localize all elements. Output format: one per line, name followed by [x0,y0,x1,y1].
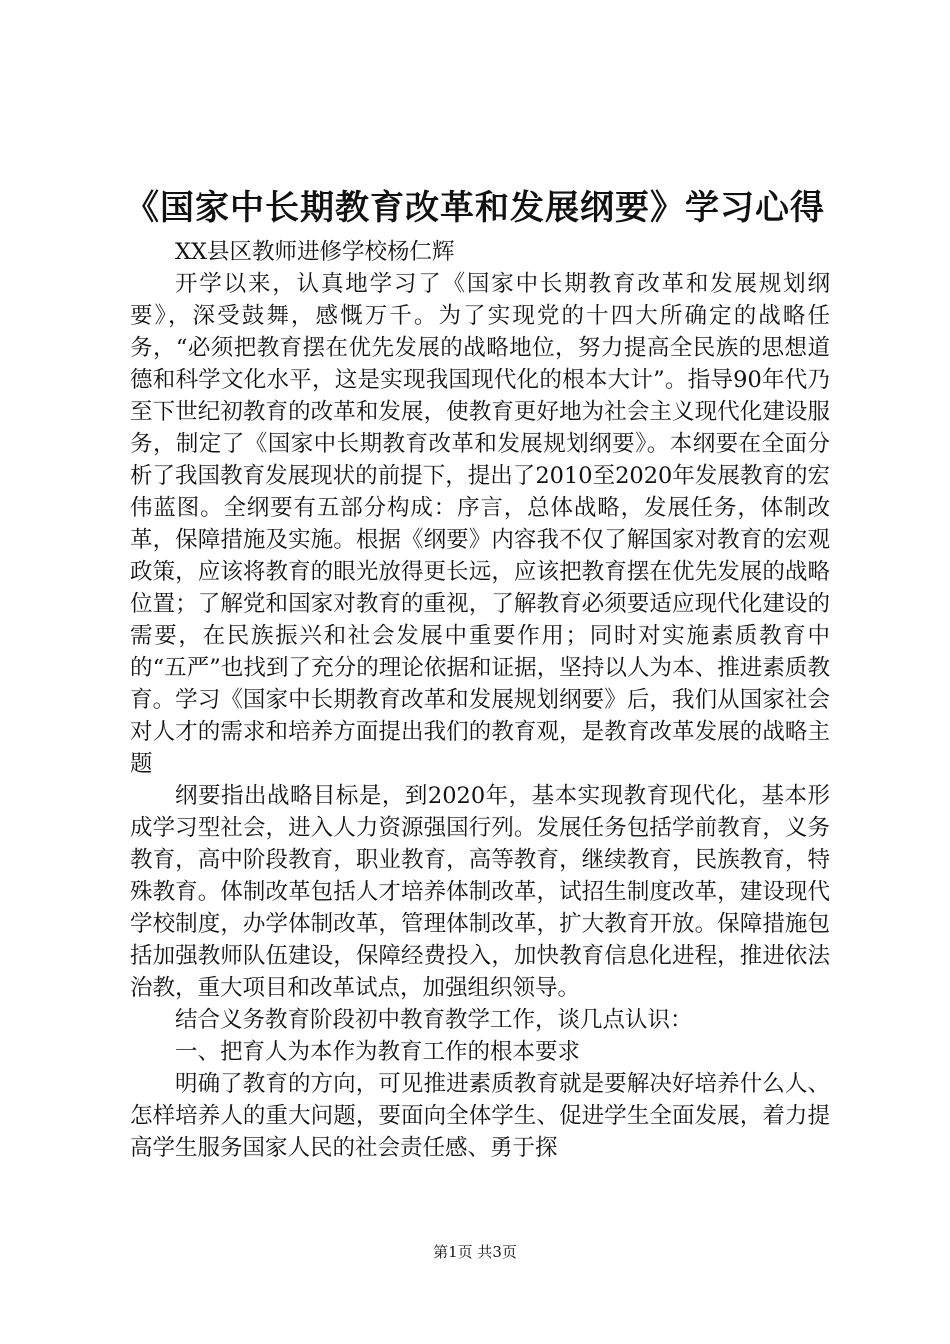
section-heading: 一、把育人为本作为教育工作的根本要求 [175,1039,581,1065]
paragraph: 结合义务教育阶段初中教育教学工作，谈几点认识： [175,1007,693,1033]
paragraph: 明确了教育的方向，可见推进素质教育就是要解决好培养什么人、怎样培养人的重大问题，要面向全体学生、促进学生全面发展，着力提高学生服务国家人民的社会责任感、勇于探 [130,1071,830,1161]
document-body [130,236,830,1164]
document-title: 《国家中长期教育改革和发展纲要》学习心得 [125,188,825,228]
paragraph: 开学以来，认真地学习了《国家中长期教育改革和发展规划纲要》，深受鼓舞，感慨万千。为了实现党的十四大所确定的战略任务，“必须把教育摆在优先发展的战略地位，努力提高全民族的思想道德和科学文化水平，这是实现我国现代化的根本大计”。指导90年代乃至下世纪初教育的改革和发展，使教育更好地为社会主义现代化建设服务，制定了《国家中长期教育改革和发展规划纲要》。本纲要在全面分析了我国教育发展现状的前提下，提出了2010至2020年发展教育的宏伟蓝图。全纲要有五部分构成：序言，总体战略，发展任务，体制改革，保障措施及实施。根据《纲要》内容我不仅了解国家对教育的宏观政策，应该将教育的眼光放得更长远，应该把教育摆在优先发展的战略位置；了解党和国家对教育的重视，了解教育必须要适应现代化建设的需要，在民族振兴和社会发展中重要作用；同时对实施素质教育中的“五严”也找到了充分的理论依据和证据，坚持以人为本、推进素质教育。学习《国家中长期教育改革和发展规划纲要》后，我们从国家社会对人才的需求和培养方面提出我们的教育观，是教育改革发展的战略主题 [130,271,830,777]
author-line: XX县区教师进修学校杨仁辉 [175,239,455,265]
paragraph: 纲要指出战略目标是，到2020年，基本实现教育现代化，基本形成学习型社会，进入人力资源强国行列。发展任务包括学前教育，义务教育，高中阶段教育，职业教育，高等教育，继续教育，民族教育，特殊教育。体制改革包括人才培养体制改革，试招生制度改革，建设现代学校制度，办学体制改革，管理体制改革，扩大教育开放。保障措施包括加强教师队伍建设，保障经费投入，加快教育信息化进程，推进依法治教，重大项目和改革试点，加强组织领导。 [130,783,830,1001]
page-number: 第1页 共3页 [433,1243,517,1261]
